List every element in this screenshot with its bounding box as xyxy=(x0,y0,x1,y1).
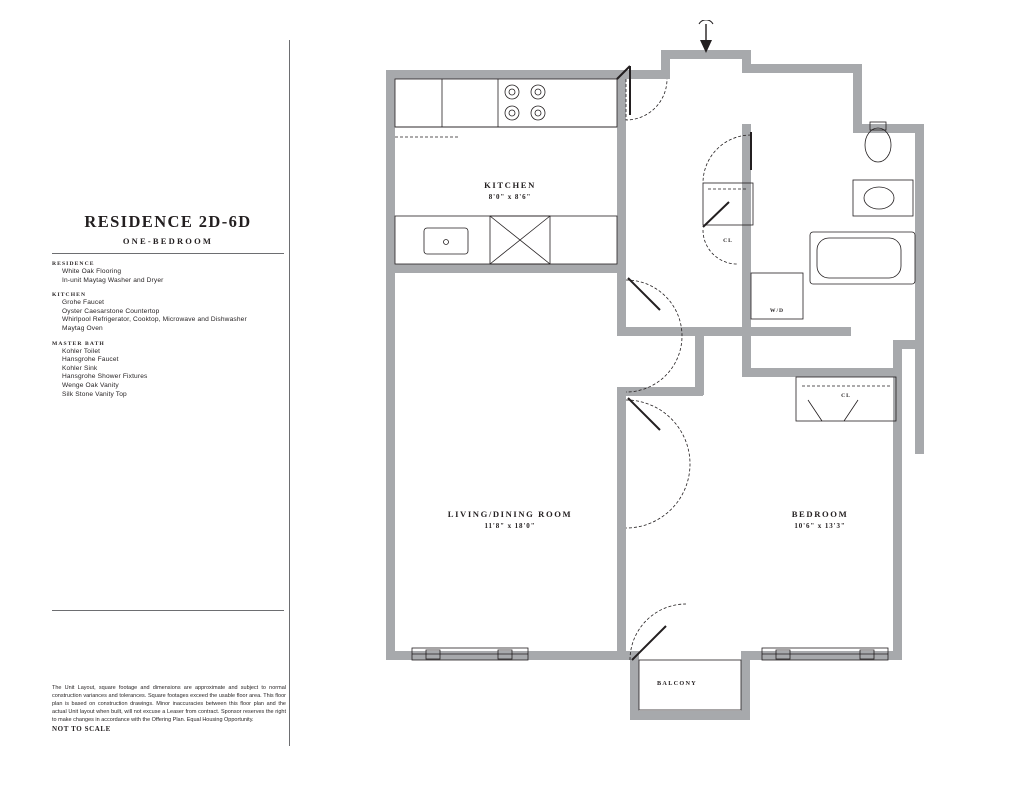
disclaimer-body: The Unit Layout, square footage and dimensions are approximate and subject to normal construction variances and tolerances. Square footages exceed the usable floor area. This floor plan is based on construction drawings. Minor inaccuracies between this floor plan and the actual Unit layout when built, will not excuse a Leaser from contract. Sponsor reserves the right to make changes in accordance with the Offering Plan. Equal Housing Opportunity. xyxy=(52,685,286,724)
vertical-divider xyxy=(289,40,290,746)
list-item: Hansgrohe Shower Fixtures xyxy=(62,373,148,381)
balcony-label: BALCONY xyxy=(657,680,698,687)
floorplan-drawing xyxy=(330,20,1010,770)
spec-heading: KITCHEN xyxy=(52,292,87,299)
closet-upper-label: CL xyxy=(723,238,733,244)
room-label-living-dining xyxy=(400,509,620,530)
closet-lower-label: CL xyxy=(841,393,851,399)
page-title: RESIDENCE 2D-6D xyxy=(84,212,252,231)
spec-group-residence xyxy=(52,261,284,285)
room-dimensions: 10'6" x 13'3" xyxy=(794,522,846,530)
room-name: KITCHEN xyxy=(484,180,536,190)
room-label-kitchen xyxy=(440,180,580,201)
not-to-scale-note: NOT TO SCALE xyxy=(52,725,111,734)
walls-layer xyxy=(386,50,924,720)
list-item: Silk Stone Vanity Top xyxy=(62,390,127,398)
list-item: Kohler Toilet xyxy=(62,347,101,355)
list-item: Kohler Sink xyxy=(62,364,98,372)
title-rule xyxy=(52,253,284,254)
list-item: Wenge Oak Vanity xyxy=(62,381,119,389)
room-name: LIVING/DINING ROOM xyxy=(447,509,573,519)
page-subtitle: ONE-BEDROOM xyxy=(122,236,214,246)
spec-list xyxy=(52,348,284,400)
list-item: In-unit Maytag Washer and Dryer xyxy=(62,276,164,284)
washer-dryer-label: W/D xyxy=(769,308,785,314)
list-item: Whirlpool Refrigerator, Cooktop, Microwave and Dishwasher xyxy=(62,316,247,324)
footer-rule xyxy=(52,610,284,611)
spec-list xyxy=(52,299,284,333)
spec-group-master-bath xyxy=(52,341,284,400)
spec-list xyxy=(52,268,284,285)
fixtures-layer xyxy=(395,20,915,710)
list-item: Oyster Caesarstone Countertop xyxy=(62,307,160,315)
disclaimer-text xyxy=(52,684,286,734)
spec-heading: RESIDENCE xyxy=(52,261,95,267)
list-item: Maytag Oven xyxy=(62,324,103,332)
room-label-bedroom xyxy=(730,509,910,530)
room-dimensions: 11'8" x 18'0" xyxy=(484,522,536,530)
list-item: White Oak Flooring xyxy=(62,268,122,275)
room-dimensions: 8'0" x 8'6" xyxy=(488,193,532,201)
residence-info-panel xyxy=(52,212,284,399)
spec-heading: MASTER BATH xyxy=(52,340,105,347)
spec-group-kitchen xyxy=(52,292,284,333)
room-name: BEDROOM xyxy=(791,509,849,519)
list-item: Grohe Faucet xyxy=(62,299,105,307)
list-item: Hansgrohe Faucet xyxy=(62,356,119,364)
